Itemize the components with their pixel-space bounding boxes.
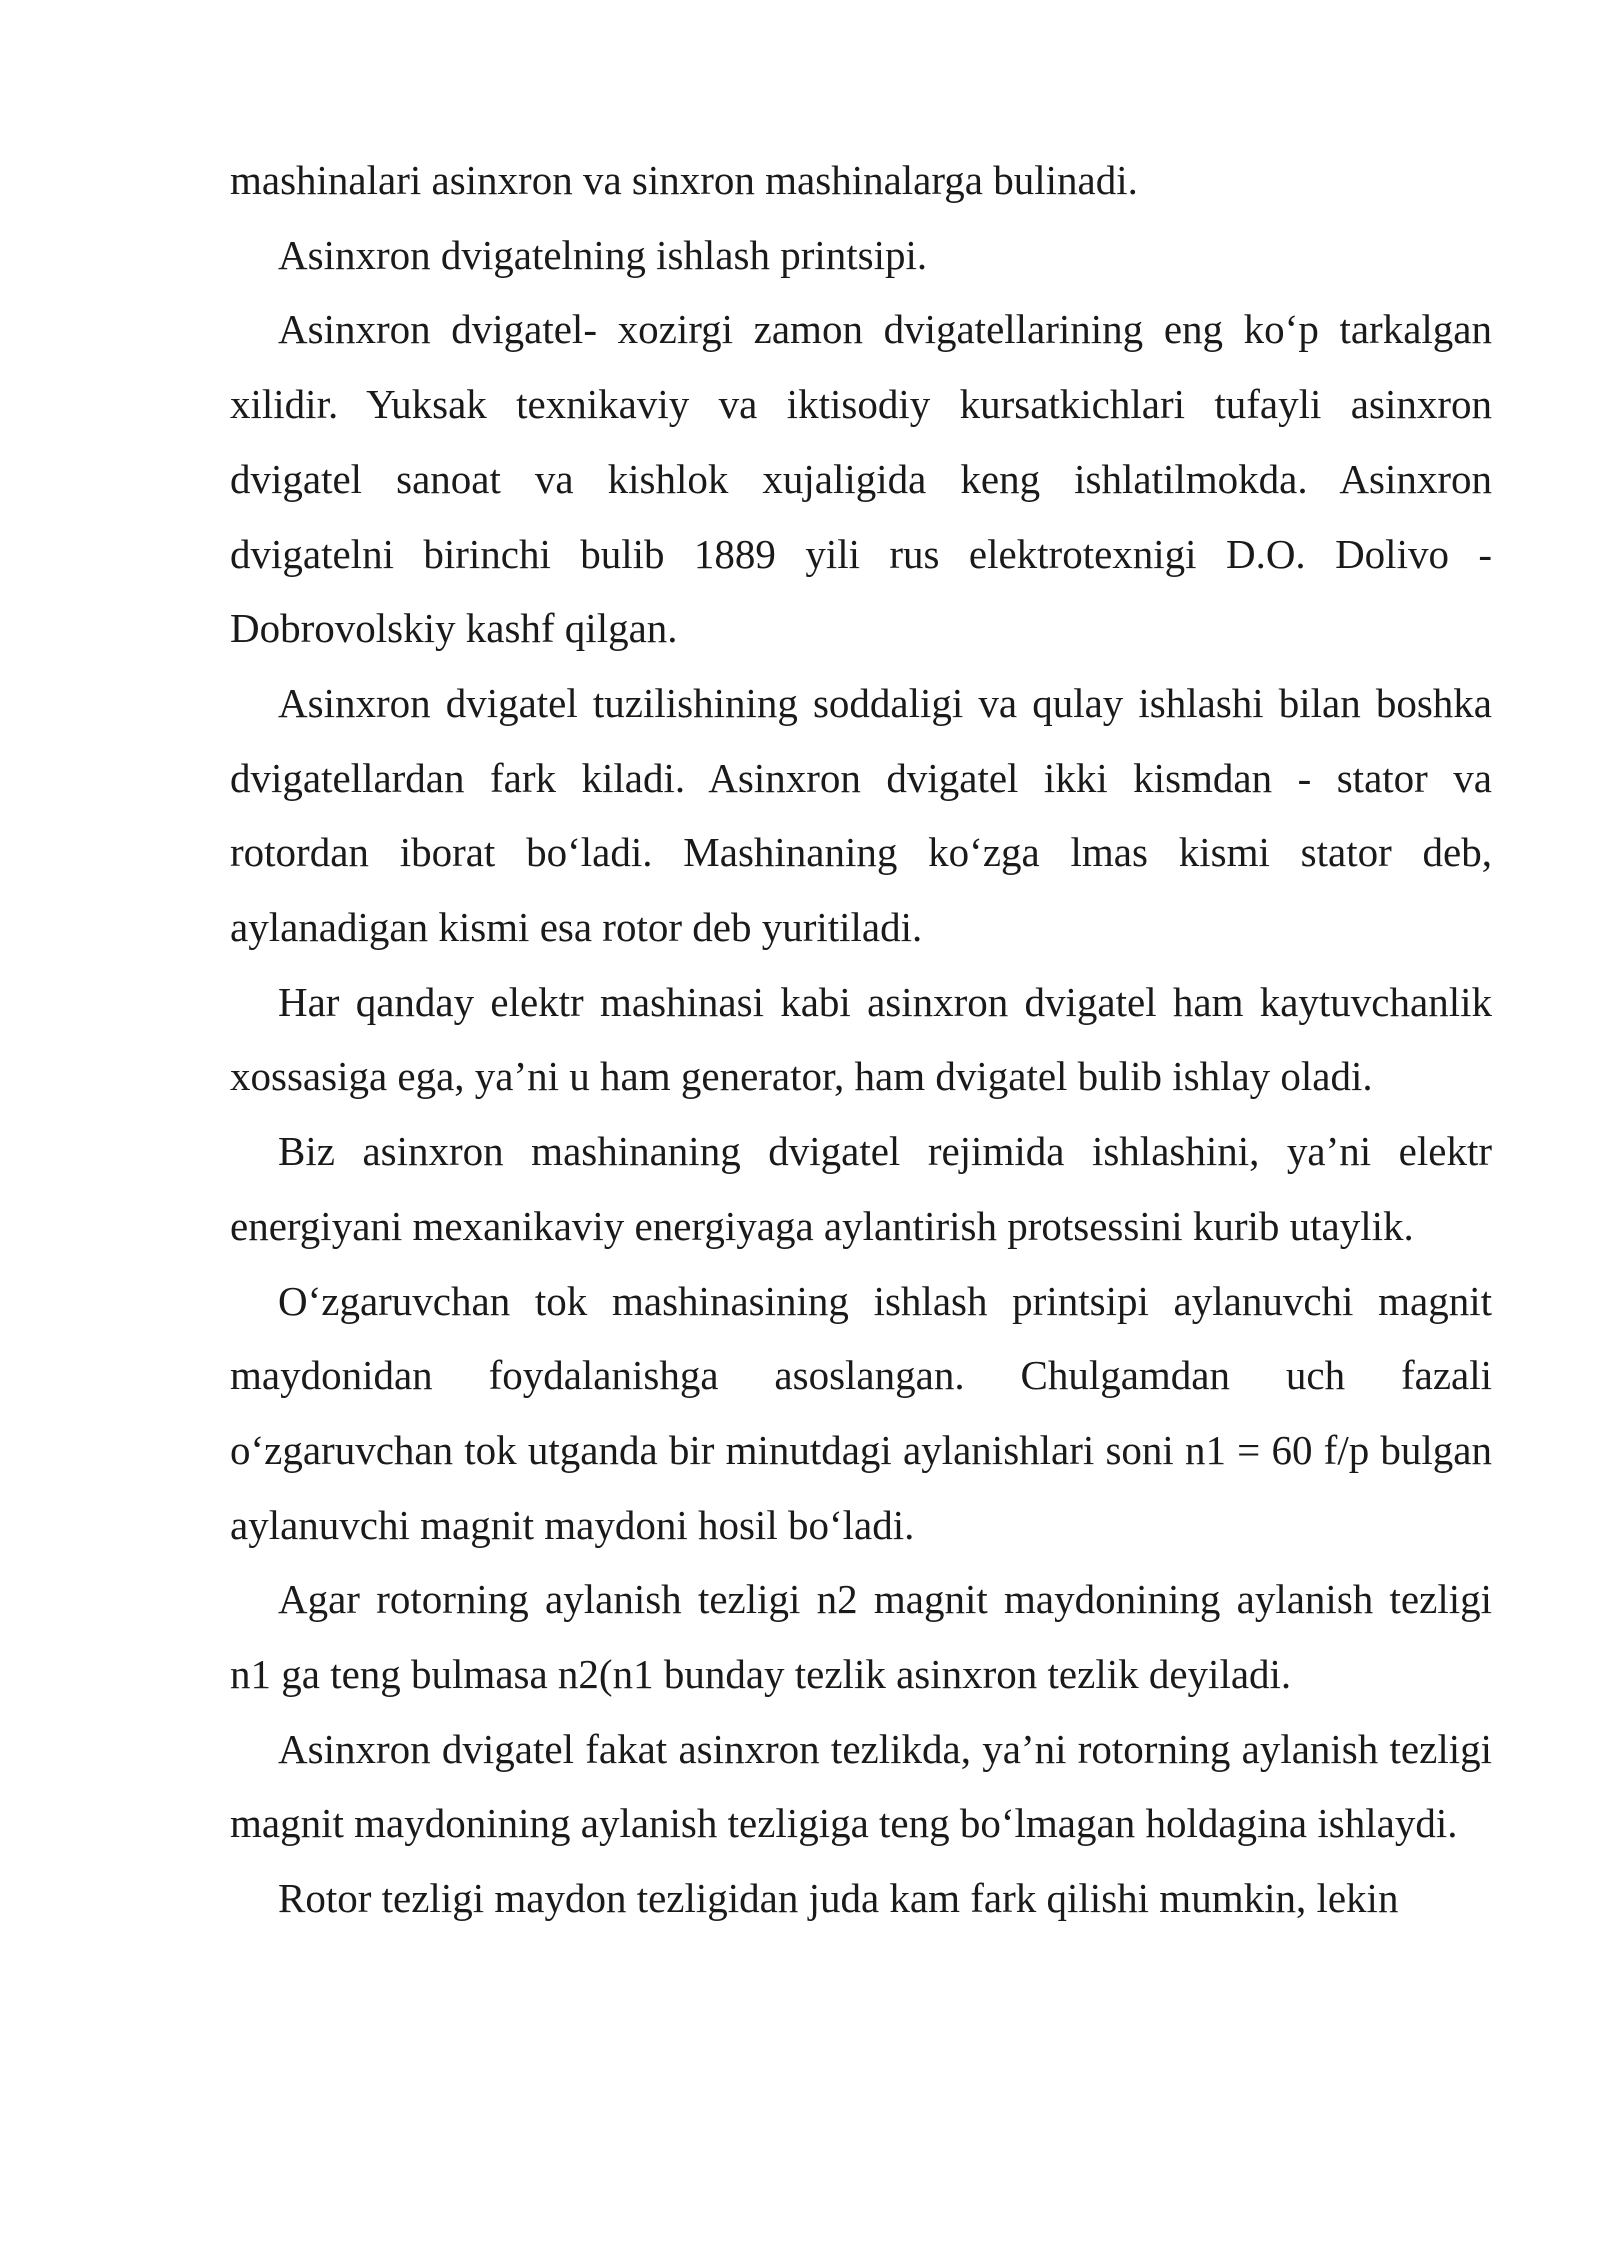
paragraph: Asinxron dvigatel tuzilishining soddaligi va qulay ishlashi bilan boshka dvigatellardan fark kiladi. Asinxron dvigatel ikki kismdan - stator va rotordan iborat bo‘ladi. Mashinaning ko‘zga lmas kismi stator deb, aylanadigan kismi esa rotor deb yuritiladi. <box>230 679 1492 951</box>
document-body <box>230 143 1492 1936</box>
paragraph-heading-principle: Asinxron dvigatelning ishlash printsipi. <box>278 231 928 278</box>
paragraph: Rotor tezligi maydon tezligidan juda kam fark qilishi mumkin, lekin <box>278 1875 1399 1922</box>
paragraph: Asinxron dvigatel- xozirgi zamon dvigatellarining eng ko‘p tarkalgan xilidir. Yuksak texnikaviy va iktisodiy kursatkichlari tufayli asinxron dvigatel sanoat va kishlok xujaligida keng ishlatilmokda. Asinxron dvigatelni birinchi bulib 1889 yili rus elektrotexnigi D.O. Dolivo -Dobrovolskiy kashf qilgan. <box>230 306 1492 652</box>
paragraph-continuation: mashinalari asinxron va sinxron mashinalarga bulinadi. <box>230 157 1138 203</box>
paragraph: O‘zgaruvchan tok mashinasining ishlash printsipi aylanuvchi magnit maydonidan foydalanishga asoslangan. Chulgamdan uch fazali o‘zgaruvchan tok utganda bir minutdagi aylanishlari soni n1 = 60 f/p bulgan aylanuvchi magnit maydoni hosil bo‘ladi. <box>230 1277 1492 1548</box>
paragraph: Asinxron dvigatel fakat asinxron tezlikda, ya’ni rotorning aylanish tezligi magnit maydonining aylanish tezligiga teng bo‘lmagan holdagina ishlaydi. <box>230 1725 1492 1847</box>
paragraph: Agar rotorning aylanish tezligi n2 magnit maydonining aylanish tezligi n1 ga teng bulmasa n2(n1 bunday tezlik asinxron tezlik deyiladi. <box>230 1576 1492 1698</box>
paragraph: Har qanday elektr mashinasi kabi asinxron dvigatel ham kaytuvchanlik xossasiga ega, ya’ni u ham generator, ham dvigatel bulib ishlay oladi. <box>230 978 1492 1100</box>
paragraph: Biz asinxron mashinaning dvigatel rejimida ishlashini, ya’ni elektr energiyani mexanikaviy energiyaga aylantirish protsessini kurib utaylik. <box>230 1128 1492 1249</box>
